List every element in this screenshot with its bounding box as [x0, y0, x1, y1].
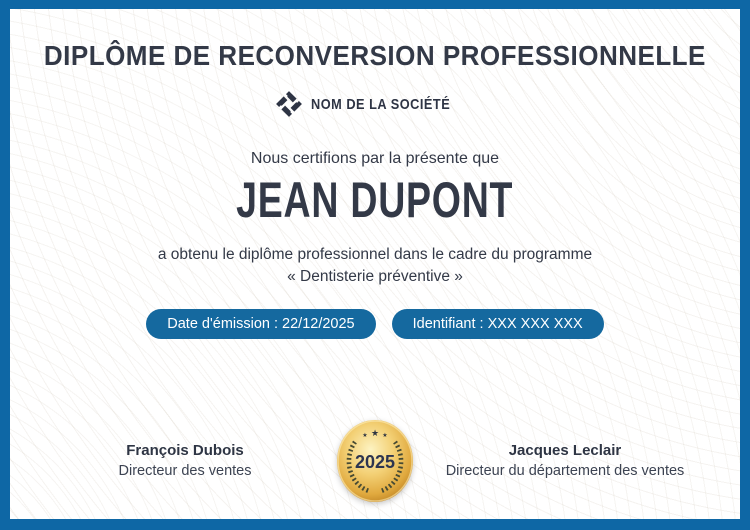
badges-row	[10, 309, 740, 339]
company-name: NOM DE LA SOCIÉTÉ	[310, 95, 450, 113]
certificate-canvas	[10, 9, 740, 519]
recipient-name-text: JEAN DUPONT	[236, 172, 514, 228]
medal-star-big-icon: ★	[370, 428, 380, 438]
signature-footer	[38, 415, 712, 505]
company-brand	[10, 91, 740, 117]
certificate-title	[10, 40, 740, 72]
intro-text: Nous certifions par la présente que	[250, 150, 500, 167]
medal-star-small-right-icon: ★	[382, 433, 388, 439]
medal-year: 2025	[354, 452, 396, 472]
certificate-title-text: DIPLÔME DE RECONVERSION PROFESSIONNELLE	[44, 40, 706, 71]
signatory-left-role: Directeur des ventes	[118, 462, 252, 479]
program-description	[10, 244, 740, 288]
medal-star-small-left-icon: ★	[362, 433, 368, 439]
diamond-logo-icon	[276, 91, 302, 117]
program-description-line1: a obtenu le diplôme professionnel dans le cadre du programme	[157, 246, 593, 263]
signatory-left-name: François Dubois	[126, 441, 244, 459]
issue-date-badge: Date d'émission : 22/12/2025	[146, 309, 375, 339]
award-medal	[332, 415, 418, 505]
gold-laurel-medal-icon	[334, 415, 416, 505]
identifier-badge: Identifiant : XXX XXX XXX	[392, 309, 604, 339]
signatory-right-role: Directeur du département des ventes	[445, 462, 685, 479]
signatory-left	[38, 442, 332, 479]
recipient-name	[10, 172, 740, 228]
program-name: « Dentisterie préventive »	[287, 268, 463, 285]
signatory-right	[418, 442, 712, 479]
signatory-right-name: Jacques Leclair	[508, 441, 622, 459]
